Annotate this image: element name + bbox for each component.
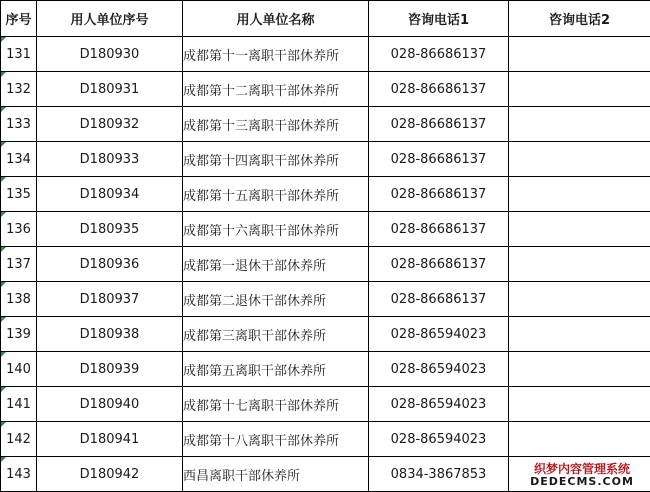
table-row — [1, 422, 650, 457]
cell-seq-text: 132 — [6, 81, 31, 97]
header-code: 用人单位序号 — [37, 1, 183, 37]
cell-phone1: 028-86686137 — [369, 37, 509, 72]
cell-phone1: 028-86686137 — [369, 247, 509, 282]
table-body — [1, 37, 650, 492]
cell-phone1: 028-86686137 — [369, 177, 509, 212]
watermark-text-en: DEDECMS.COM — [530, 474, 634, 488]
text-format-marker — [1, 387, 6, 392]
header-name: 用人单位名称 — [183, 1, 369, 37]
cell-seq — [1, 212, 37, 247]
text-format-marker — [1, 457, 6, 462]
cell-seq — [1, 177, 37, 212]
cell-code: D180930 — [37, 37, 183, 72]
cell-name: 成都第十三离职干部休养所 — [183, 107, 369, 142]
cell-seq-text: 138 — [6, 291, 31, 307]
table-row — [1, 37, 650, 72]
cell-name: 成都第十五离职干部休养所 — [183, 177, 369, 212]
cell-seq — [1, 142, 37, 177]
cell-seq-text: 131 — [6, 46, 31, 62]
cell-seq — [1, 37, 37, 72]
table-row — [1, 387, 650, 422]
watermark-logo — [516, 463, 648, 488]
cell-phone2 — [509, 247, 650, 282]
cell-seq — [1, 107, 37, 142]
cell-phone2 — [509, 422, 650, 457]
cell-seq — [1, 282, 37, 317]
cell-code: D180941 — [37, 422, 183, 457]
cell-phone1: 028-86686137 — [369, 107, 509, 142]
header-row — [1, 1, 650, 37]
text-format-marker — [1, 352, 6, 357]
cell-phone2 — [509, 72, 650, 107]
table-row — [1, 177, 650, 212]
table-row — [1, 282, 650, 317]
cell-seq-text: 135 — [6, 186, 31, 202]
header-phone2: 咨询电话2 — [509, 1, 650, 37]
table-row — [1, 212, 650, 247]
text-format-marker — [1, 142, 6, 147]
cell-code: D180939 — [37, 352, 183, 387]
cell-seq — [1, 247, 37, 282]
cell-phone1: 028-86686137 — [369, 212, 509, 247]
cell-phone1: 028-86686137 — [369, 142, 509, 177]
cell-name: 西昌离职干部休养所 — [183, 457, 369, 492]
cell-seq — [1, 422, 37, 457]
table-row — [1, 142, 650, 177]
cell-name: 成都第三离职干部休养所 — [183, 317, 369, 352]
cell-code: D180937 — [37, 282, 183, 317]
cell-name: 成都第十八离职干部休养所 — [183, 422, 369, 457]
cell-code: D180933 — [37, 142, 183, 177]
header-seq: 序号 — [1, 1, 37, 37]
cell-name: 成都第一退休干部休养所 — [183, 247, 369, 282]
cell-phone1: 028-86594023 — [369, 422, 509, 457]
text-format-marker — [1, 177, 6, 182]
cell-seq-text: 143 — [6, 466, 31, 482]
text-format-marker — [1, 212, 6, 217]
cell-code: D180932 — [37, 107, 183, 142]
cell-seq — [1, 457, 37, 492]
cell-phone2 — [509, 107, 650, 142]
cell-code: D180931 — [37, 72, 183, 107]
cell-seq-text: 141 — [6, 396, 31, 412]
cell-name: 成都第十四离职干部休养所 — [183, 142, 369, 177]
cell-name: 成都第十二离职干部休养所 — [183, 72, 369, 107]
cell-phone1: 028-86594023 — [369, 317, 509, 352]
cell-name: 成都第十六离职干部休养所 — [183, 212, 369, 247]
cell-seq — [1, 387, 37, 422]
text-format-marker — [1, 422, 6, 427]
cell-phone2 — [509, 387, 650, 422]
cell-code: D180938 — [37, 317, 183, 352]
cell-seq-text: 140 — [6, 361, 31, 377]
table-row — [1, 352, 650, 387]
cell-seq-text: 137 — [6, 256, 31, 272]
cell-code: D180936 — [37, 247, 183, 282]
text-format-marker — [1, 37, 6, 42]
cell-seq — [1, 72, 37, 107]
cell-phone2 — [509, 177, 650, 212]
cell-seq — [1, 352, 37, 387]
table-row — [1, 72, 650, 107]
cell-phone2 — [509, 142, 650, 177]
cell-seq-text: 139 — [6, 326, 31, 342]
cell-code: D180934 — [37, 177, 183, 212]
text-format-marker — [1, 107, 6, 112]
table-row — [1, 107, 650, 142]
cell-code: D180935 — [37, 212, 183, 247]
header-phone1: 咨询电话1 — [369, 1, 509, 37]
cell-phone1: 028-86594023 — [369, 352, 509, 387]
text-format-marker — [1, 247, 6, 252]
cell-phone1: 028-86686137 — [369, 72, 509, 107]
cell-phone1: 028-86686137 — [369, 282, 509, 317]
text-format-marker — [1, 317, 6, 322]
table-row — [1, 247, 650, 282]
text-format-marker — [1, 72, 6, 77]
cell-phone2 — [509, 282, 650, 317]
cell-phone1: 0834-3867853 — [369, 457, 509, 492]
cell-seq-text: 133 — [6, 116, 31, 132]
text-format-marker — [1, 282, 6, 287]
cell-name: 成都第五离职干部休养所 — [183, 352, 369, 387]
cell-name: 成都第二退休干部休养所 — [183, 282, 369, 317]
cell-seq — [1, 317, 37, 352]
watermark-text-cn: 织梦内容管理系统 — [533, 461, 630, 476]
cell-phone2 — [509, 317, 650, 352]
cell-phone2 — [509, 352, 650, 387]
cell-phone2 — [509, 212, 650, 247]
cell-phone1: 028-86594023 — [369, 387, 509, 422]
cell-seq-text: 142 — [6, 431, 31, 447]
cell-code: D180940 — [37, 387, 183, 422]
cell-code: D180942 — [37, 457, 183, 492]
cell-seq-text: 134 — [6, 151, 31, 167]
cell-phone2 — [509, 37, 650, 72]
cell-name: 成都第十七离职干部休养所 — [183, 387, 369, 422]
cell-seq-text: 136 — [6, 221, 31, 237]
table-row — [1, 317, 650, 352]
cell-name: 成都第十一离职干部休养所 — [183, 37, 369, 72]
